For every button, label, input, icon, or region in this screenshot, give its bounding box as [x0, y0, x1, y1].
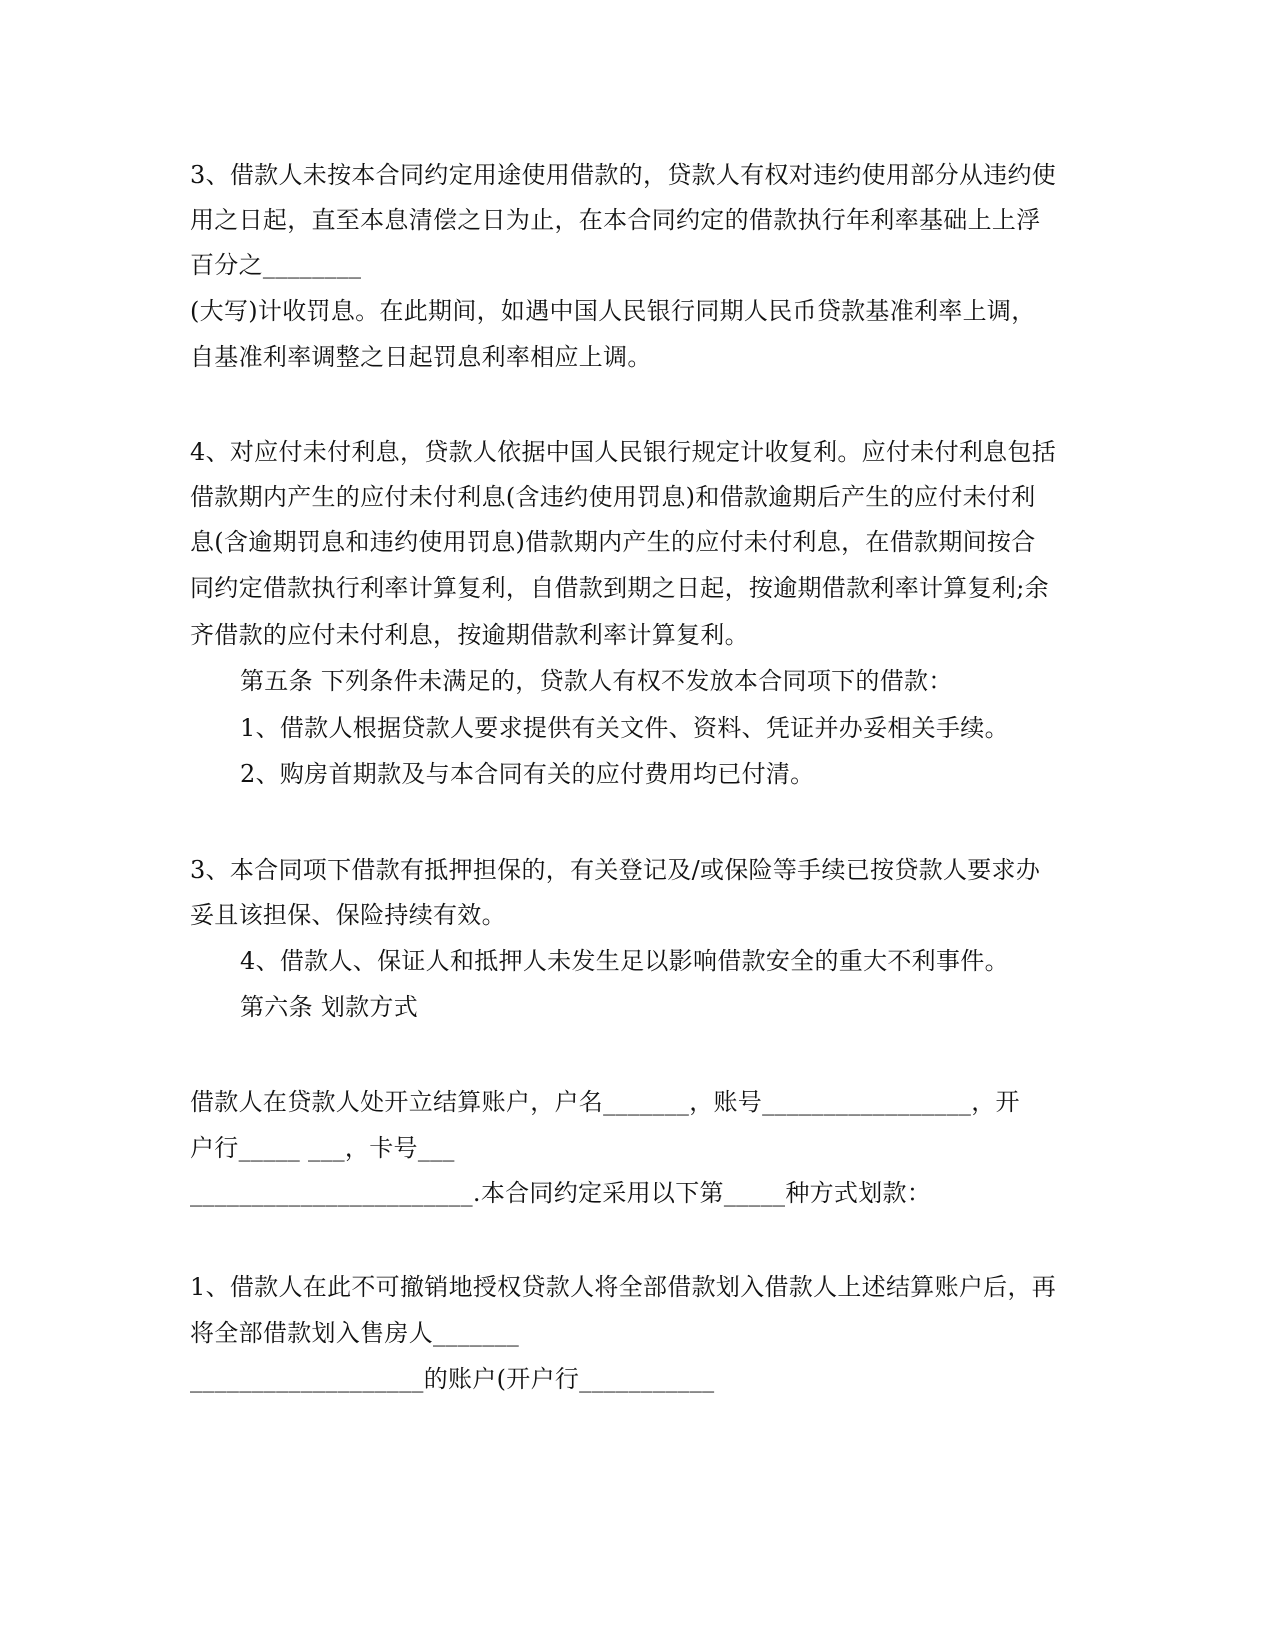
article-heading: 第五条 下列条件未满足的，贷款人有权不发放本合同项下的借款： — [240, 667, 953, 695]
text-line: 息(含逾期罚息和违约使用罚息)借款期内产生的应付未付利息，在借款期间按合 — [190, 528, 1036, 556]
text-line: 1、借款人在此不可撤销地授权贷款人将全部借款划入借款人上述结算账户后，再 — [190, 1273, 1057, 1301]
text-line: 2、购房首期款及与本合同有关的应付费用均已付清。 — [240, 760, 815, 788]
text-line: 妥且该担保、保险持续有效。 — [190, 901, 506, 929]
text-line: 4、对应付未付利息，贷款人依据中国人民银行规定计收复利。应付未付利息包括 — [190, 438, 1057, 466]
text-line: ___________________的账户(开户行___________ — [190, 1365, 715, 1393]
text-line: 将全部借款划入售房人_______ — [190, 1319, 520, 1347]
text-line: (大写)计收罚息。在此期间，如遇中国人民银行同期人民币贷款基准利率上调， — [190, 297, 1036, 325]
text-line: 齐借款的应付未付利息，按逾期借款利率计算复利。 — [190, 621, 749, 649]
text-line: 借款期内产生的应付未付利息(含违约使用罚息)和借款逾期后产生的应付未付利 — [190, 483, 1036, 511]
text-line: 百分之________ — [190, 251, 362, 279]
text-line: 用之日起，直至本息清偿之日为止，在本合同约定的借款执行年利率基础上上浮 — [190, 206, 1041, 234]
text-line: 自基准利率调整之日起罚息利率相应上调。 — [190, 343, 652, 371]
text-line: 1、借款人根据贷款人要求提供有关文件、资料、凭证并办妥相关手续。 — [240, 714, 1009, 742]
text-line: 4、借款人、保证人和抵押人未发生足以影响借款安全的重大不利事件。 — [240, 947, 1009, 975]
text-line: 同约定借款执行利率计算复利，自借款到期之日起，按逾期借款利率计算复利;余 — [190, 574, 1049, 602]
text-line: 3、本合同项下借款有抵押担保的，有关登记及/或保险等手续已按贷款人要求办 — [190, 856, 1041, 884]
article-heading: 第六条 划款方式 — [240, 993, 419, 1021]
text-line: 借款人在贷款人处开立结算账户，户名_______，账号_________________，开 — [190, 1088, 1020, 1116]
text-line: 3、借款人未按本合同约定用途使用借款的，贷款人有权对违约使用部分从违约使 — [190, 161, 1057, 189]
text-line: _______________________.本合同约定采用以下第_____种方式划款： — [190, 1179, 932, 1207]
text-line: 户行_____ ___，卡号___ — [190, 1134, 455, 1162]
